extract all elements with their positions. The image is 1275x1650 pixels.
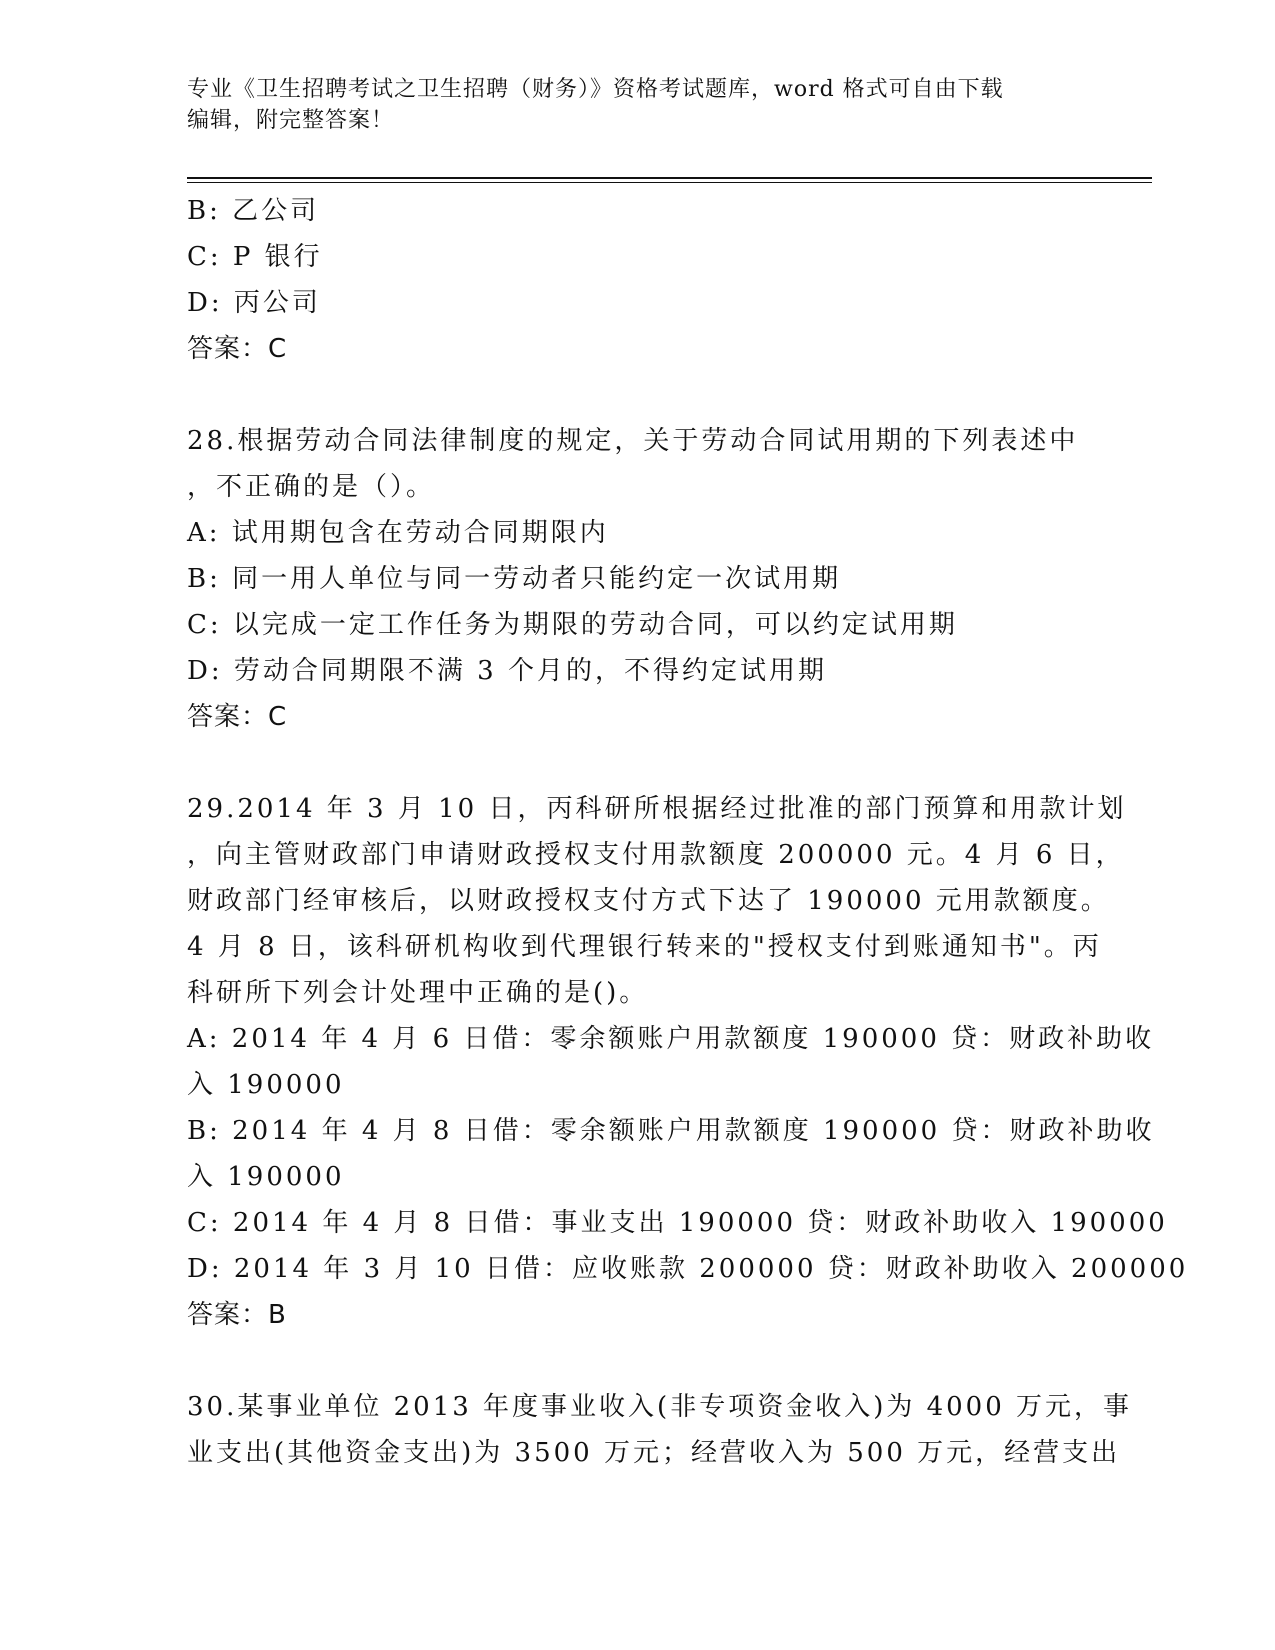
q27-option-b: B: 乙公司 xyxy=(187,196,320,226)
q30-stem-line-1: 30.某事业单位 2013 年度事业收入(非专项资金收入)为 4000 万元，事 xyxy=(187,1392,1133,1422)
q29-option-b-line-1: B: 2014 年 4 月 8 日借：零余额账户用款额度 190000 贷：财政补助收 xyxy=(187,1116,1155,1146)
q28-option-a: A: 试用期包含在劳动合同期限内 xyxy=(187,518,609,548)
document-header xyxy=(187,74,1087,136)
question-29 xyxy=(187,786,1189,1338)
q29-option-d: D: 2014 年 3 月 10 日借：应收账款 200000 贷：财政补助收入 200000 xyxy=(187,1254,1189,1284)
spacer xyxy=(187,740,1087,786)
q29-stem-line-2: ，向主管财政部门申请财政授权支付用款额度 200000 元。4 月 6 日， xyxy=(187,840,1125,870)
q27-answer: 答案：C xyxy=(187,334,288,364)
q27-option-d: D: 丙公司 xyxy=(187,288,321,318)
q29-stem-line-1: 29.2014 年 3 月 10 日，丙科研所根据经过批准的部门预算和用款计划 xyxy=(187,794,1127,824)
q29-stem-line-4: 4 月 8 日，该科研机构收到代理银行转来的"授权支付到账通知书"。丙 xyxy=(187,932,1102,962)
header-line-2: 编辑，附完整答案！ xyxy=(187,108,395,133)
question-30 xyxy=(187,1384,1133,1476)
header-line-1: 专业《卫生招聘考试之卫生招聘（财务）》资格考试题库，word 格式可自由下载 xyxy=(187,77,1004,102)
q29-option-a-line-1: A: 2014 年 4 月 6 日借：零余额账户用款额度 190000 贷：财政补助收 xyxy=(187,1024,1155,1054)
q28-option-b: B: 同一用人单位与同一劳动者只能约定一次试用期 xyxy=(187,564,842,594)
question-content xyxy=(187,188,1189,1476)
q29-stem-line-5: 科研所下列会计处理中正确的是()。 xyxy=(187,978,649,1008)
spacer xyxy=(187,372,1087,418)
q28-stem-line-1: 28.根据劳动合同法律制度的规定，关于劳动合同试用期的下列表述中 xyxy=(187,426,1079,456)
q29-option-a-line-2: 入 190000 xyxy=(187,1070,345,1100)
q29-stem-line-3: 财政部门经审核后，以财政授权支付方式下达了 190000 元用款额度。 xyxy=(187,886,1110,916)
q28-answer: 答案：C xyxy=(187,702,288,732)
q29-option-c: C: 2014 年 4 月 8 日借：事业支出 190000 贷：财政补助收入 190000 xyxy=(187,1208,1168,1238)
q28-option-c: C: 以完成一定工作任务为期限的劳动合同，可以约定试用期 xyxy=(187,610,958,640)
question-28 xyxy=(187,418,1087,740)
q28-option-d: D: 劳动合同期限不满 3 个月的，不得约定试用期 xyxy=(187,656,827,686)
q27-option-c: C: P 银行 xyxy=(187,242,323,272)
spacer xyxy=(187,1338,1087,1384)
q29-answer: 答案：B xyxy=(187,1300,287,1330)
q28-stem-line-2: ，不正确的是（）。 xyxy=(187,472,436,502)
header-divider-thick xyxy=(187,177,1152,179)
question-27-continued xyxy=(187,188,1087,372)
header-divider-thin xyxy=(187,182,1152,183)
q30-stem-line-2: 业支出(其他资金支出)为 3500 万元；经营收入为 500 万元，经营支出 xyxy=(187,1438,1121,1468)
q29-option-b-line-2: 入 190000 xyxy=(187,1162,345,1192)
